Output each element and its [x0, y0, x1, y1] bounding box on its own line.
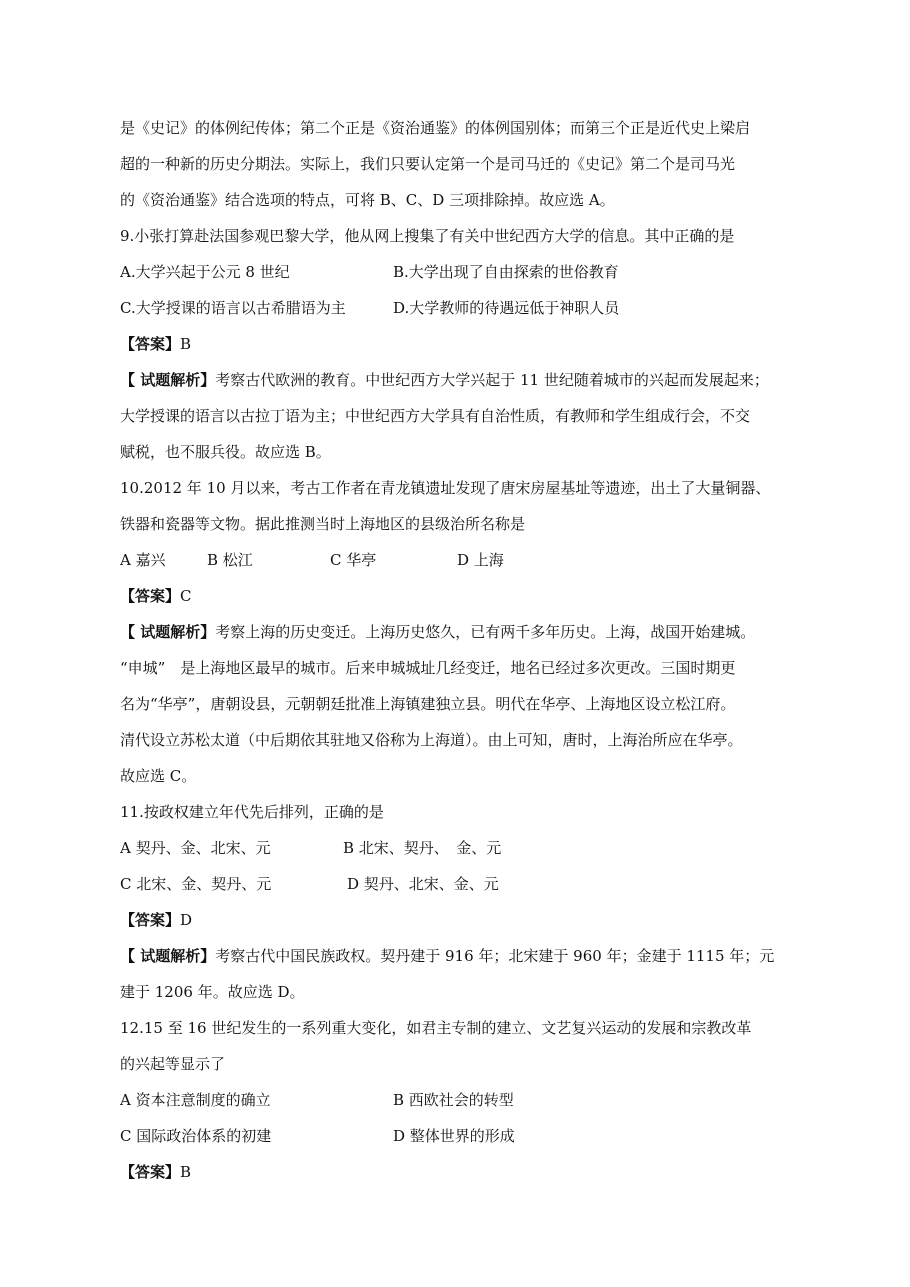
- question-11-analysis: [120, 946, 774, 966]
- question-10-analysis: [120, 622, 755, 642]
- question-9-option-a: A.大学兴起于公元 8 世纪: [120, 263, 290, 281]
- question-9-analysis: [120, 370, 769, 390]
- question-12-answer: [120, 1162, 191, 1182]
- analysis-tag: 【 试题解析】: [120, 371, 216, 389]
- question-9-option-c: C.大学授课的语言以古希腊语为主: [120, 299, 346, 317]
- question-12-stem-cont: 的兴起等显示了: [120, 1055, 226, 1073]
- question-9-stem: 9.小张打算赴法国参观巴黎大学，他从网上搜集了有关中世纪西方大学的信息。其中正确的是: [120, 227, 735, 245]
- analysis-line: 名为“华亭”，唐朝设县，元朝朝廷批准上海镇建独立县。明代在华亭、上海地区设立松江府。: [120, 695, 736, 713]
- analysis-text: 考察上海的历史变迁。上海历史悠久，已有两千多年历史。上海，战国开始建城。: [215, 623, 756, 641]
- question-12-stem: 12.15 至 16 世纪发生的一系列重大变化，如君主专制的建立、文艺复兴运动的发展和宗教改革: [120, 1019, 752, 1037]
- question-11-stem: 11.按政权建立年代先后排列，正确的是: [120, 803, 384, 821]
- analysis-text: 考察古代欧洲的教育。中世纪西方大学兴起于 11 世纪随着城市的兴起而发展起来；: [215, 371, 769, 389]
- question-10-option-a: A 嘉兴: [120, 551, 166, 569]
- question-10-stem-cont: 铁器和瓷器等文物。据此推测当时上海地区的县级治所名称是: [120, 515, 526, 533]
- question-11-option-b: B 北宋、契丹、 金、元: [343, 839, 502, 857]
- question-11-option-d: D 契丹、北宋、金、元: [347, 875, 499, 893]
- answer-value: C: [180, 587, 192, 605]
- analysis-text: 考察古代中国民族政权。契丹建于 916 年；北宋建于 960 年；金建于 1115 年；元: [215, 947, 775, 965]
- paragraph-line: 超的一种新的历史分期法。实际上，我们只要认定第一个是司马迁的《史记》第二个是司马光: [120, 155, 736, 173]
- question-12-option-c: C 国际政治体系的初建: [120, 1127, 272, 1145]
- paragraph-line: 的《资治通鉴》结合选项的特点，可将 B、C、D 三项排除掉。故应选 A。: [120, 191, 615, 209]
- analysis-tag: 【 试题解析】: [120, 947, 216, 965]
- question-12-option-b: B 西欧社会的转型: [393, 1091, 514, 1109]
- answer-tag: 【答案】: [120, 335, 181, 353]
- question-10-stem: 10.2012 年 10 月以来，考古工作者在青龙镇遗址发现了唐宋房屋基址等遗迹，出土了大量铜器、: [120, 479, 771, 497]
- question-12-option-a: A 资本注意制度的确立: [120, 1091, 271, 1109]
- question-11-answer: [120, 910, 192, 930]
- answer-value: D: [180, 911, 193, 929]
- question-11-option-a: A 契丹、金、北宋、元: [120, 839, 271, 857]
- question-9-option-b: B.大学出现了自由探索的世俗教育: [393, 263, 619, 281]
- analysis-line: 建于 1206 年。故应选 D。: [120, 983, 305, 1001]
- analysis-tag: 【 试题解析】: [120, 623, 216, 641]
- question-10-option-d: D 上海: [457, 551, 504, 569]
- analysis-line: 赋税，也不服兵役。故应选 B。: [120, 443, 331, 461]
- analysis-line: 大学授课的语言以古拉丁语为主；中世纪西方大学具有自治性质，有教师和学生组成行会，不交: [120, 407, 751, 425]
- analysis-line: 故应选 C。: [120, 767, 197, 785]
- answer-value: B: [180, 335, 192, 353]
- question-10-option-c: C 华亭: [330, 551, 377, 569]
- question-10-answer: [120, 586, 192, 606]
- question-10-option-b: B 松江: [207, 551, 253, 569]
- answer-tag: 【答案】: [120, 587, 181, 605]
- answer-tag: 【答案】: [120, 911, 181, 929]
- question-9-option-d: D.大学教师的待遇远低于神职人员: [393, 299, 620, 317]
- analysis-line: “申城” 是上海地区最早的城市。后来申城城址几经变迁，地名已经过多次更改。三国时期更: [120, 659, 736, 677]
- answer-value: B: [180, 1163, 192, 1181]
- question-11-option-c: C 北宋、金、契丹、元: [120, 875, 272, 893]
- analysis-line: 清代设立苏松太道（中后期依其驻地又俗称为上海道）。由上可知，唐时，上海治所应在华亭。: [120, 731, 743, 749]
- answer-tag: 【答案】: [120, 1163, 181, 1181]
- paragraph-line: 是《史记》的体例纪传体；第二个正是《资治通鉴》的体例国别体；而第三个正是近代史上梁启: [120, 119, 751, 137]
- question-12-option-d: D 整体世界的形成: [393, 1127, 515, 1145]
- question-9-answer: [120, 334, 191, 354]
